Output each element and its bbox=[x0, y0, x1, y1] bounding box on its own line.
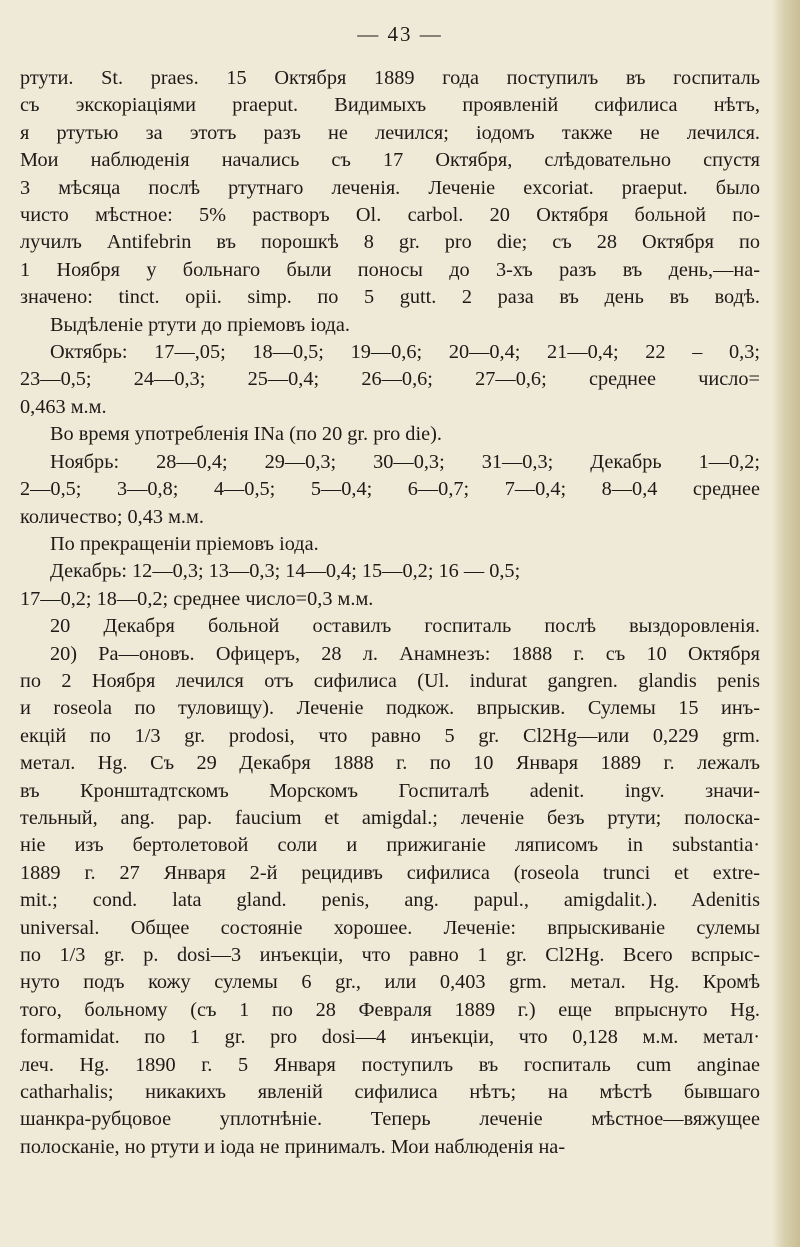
text-line: я ртутью за этотъ разъ не лечился; іодомъ также не лечился. bbox=[20, 121, 760, 144]
text-line: въ Кронштадтскомъ Морскомъ Госпиталѣ adenit. ingv. значи- bbox=[20, 779, 760, 802]
text-line: Октябрь: 17—,05; 18—0,5; 19—0,6; 20—0,4; 21—0,4; 22 – 0,3; bbox=[50, 341, 760, 364]
text-line: по 1/3 gr. p. dosi—3 инъекціи, что равно 1 gr. Cl2Hg. Всего вспрыс- bbox=[20, 944, 760, 966]
text-line: тельный, ang. pap. faucium et amigdal.; леченіе безъ ртути; полоска- bbox=[20, 806, 760, 829]
text-line: Во время употребленія INa (по 20 gr. pro die). bbox=[50, 423, 442, 446]
text-line: метал. Hg. Съ 29 Декабря 1888 г. по 10 Января 1889 г. лежалъ bbox=[20, 752, 760, 775]
text-line: и roseola по туловищу). Леченіе подкож. впрыскив. Сулемы 15 инъ- bbox=[20, 697, 760, 720]
text-line: mit.; cond. lata gland. penis, ang. papul., amigdalit.). Adenitis bbox=[20, 889, 760, 912]
text-line: лучилъ Antifebrin въ порошкѣ 8 gr. pro die; съ 28 Октября по bbox=[20, 231, 760, 254]
text-line: леч. Hg. 1890 г. 5 Января поступилъ въ госпиталь cum anginae bbox=[20, 1053, 760, 1076]
text-line: по 2 Ноября лечился отъ сифилиса (Ul. indurat gangren. glandis penis bbox=[20, 669, 760, 692]
page-edge-shadow bbox=[772, 0, 800, 1247]
text-line: Декабрь: 12—0,3; 13—0,3; 14—0,4; 15—0,2; 16 — 0,5; bbox=[50, 560, 521, 583]
text-line: съ экскоріаціями praeput. Видимыхъ проявленій сифилиса нѣтъ, bbox=[20, 94, 760, 117]
text-line: нуто подъ кожу сулемы 6 gr., или 0,403 grm. метал. Hg. Кромѣ bbox=[20, 971, 760, 994]
text-line: шанкра-рубцовое уплотнѣніе. Теперь леченіе мѣстное—вяжущее bbox=[20, 1108, 760, 1131]
text-line: ртути. St. praes. 15 Октября 1889 года поступилъ въ госпиталь bbox=[20, 67, 760, 89]
text-line: universal. Общее состояніе хорошее. Леченіе: впрыскиваніе сулемы bbox=[20, 916, 760, 939]
text-line: 20 Декабря больной оставилъ госпиталь послѣ выздоровленія. bbox=[50, 615, 760, 638]
text-line: 3 мѣсяца послѣ ртутнаго леченія. Леченіе excoriat. praeput. было bbox=[20, 176, 760, 199]
text-line: catharhalis; никакихъ явленій сифилиса нѣтъ; на мѣстѣ бывшаго bbox=[20, 1081, 760, 1104]
text-line: 20) Ра—оновъ. Офицеръ, 28 л. Анамнезъ: 1888 г. съ 10 Октября bbox=[50, 642, 760, 665]
text-line: 17—0,2; 18—0,2; среднее число=0,3 м.м. bbox=[20, 587, 374, 610]
text-line: Мои наблюденія начались съ 17 Октября, слѣдовательно спустя bbox=[20, 149, 760, 172]
text-line: полосканіе, но ртути и іода не принималъ. Мои наблюденія на- bbox=[20, 1135, 566, 1158]
text-line: 1 Ноября у больнаго были поносы до 3-хъ разъ въ день,—на- bbox=[20, 258, 760, 281]
text-line: 2—0,5; 3—0,8; 4—0,5; 5—0,4; 6—0,7; 7—0,4; 8—0,4 среднее bbox=[20, 478, 760, 501]
text-line: количество; 0,43 м.м. bbox=[20, 505, 204, 528]
body-text bbox=[20, 65, 760, 1161]
text-line: того, больному (съ 1 по 28 Февраля 1889 г.) еще впрыснуто Hg. bbox=[20, 998, 760, 1021]
text-line: чисто мѣстное: 5% растворъ Ol. carbol. 20 Октября больной по- bbox=[20, 204, 760, 227]
text-line: По прекращеніи пріемовъ іода. bbox=[50, 532, 319, 555]
text-line: значено: tinct. opii. simp. по 5 gutt. 2 раза въ день въ водѣ. bbox=[20, 286, 760, 309]
text-line: екцій по 1/3 gr. prodosi, что равно 5 gr. Cl2Hg—или 0,229 grm. bbox=[20, 724, 760, 747]
text-line: Ноябрь: 28—0,4; 29—0,3; 30—0,3; 31—0,3; Декабрь 1—0,2; bbox=[50, 450, 760, 473]
text-line: Выдѣленіе ртути до пріемовъ іода. bbox=[50, 313, 350, 336]
text-line: 0,463 м.м. bbox=[20, 395, 107, 418]
text-line: 1889 г. 27 Января 2-й рецидивъ сифилиса (roseola trunci et extre- bbox=[20, 861, 760, 884]
text-line: 23—0,5; 24—0,3; 25—0,4; 26—0,6; 27—0,6; среднее число= bbox=[20, 368, 760, 391]
text-line: ніе изъ бертолетовой соли и прижиганіе ляписомъ in substantia· bbox=[20, 834, 760, 857]
page-number: — 43 — bbox=[357, 22, 443, 46]
text-line: formamidat. по 1 gr. pro dosi—4 инъекціи, что 0,128 м.м. метал· bbox=[20, 1026, 760, 1049]
